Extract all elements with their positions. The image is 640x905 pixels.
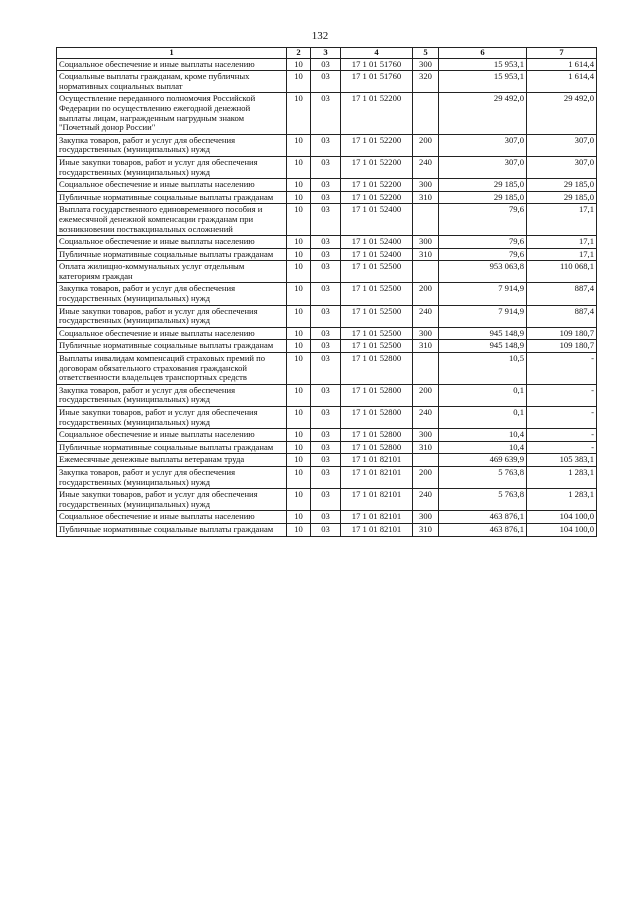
subsection-code: 03 — [311, 191, 341, 204]
row-name: Закупка товаров, работ и услуг для обеспечения государственных (муниципальных) нужд — [57, 134, 287, 156]
expense-type-code: 300 — [413, 327, 439, 340]
amount-federal: 1 614,4 — [527, 71, 597, 93]
amount-total: 463 876,1 — [439, 523, 527, 536]
subsection-code: 03 — [311, 489, 341, 511]
amount-federal: 29 185,0 — [527, 191, 597, 204]
row-name: Социальное обеспечение и иные выплаты населению — [57, 58, 287, 71]
amount-federal: - — [527, 407, 597, 429]
amount-federal: 109 180,7 — [527, 327, 597, 340]
target-article-code: 17 1 01 51760 — [341, 71, 413, 93]
amount-federal: 105 383,1 — [527, 454, 597, 467]
amount-federal: 17,1 — [527, 236, 597, 249]
target-article-code: 17 1 01 52800 — [341, 353, 413, 385]
expense-type-code: 300 — [413, 58, 439, 71]
amount-total: 7 914,9 — [439, 283, 527, 305]
column-number-row — [57, 48, 597, 59]
table-row — [57, 489, 597, 511]
amount-federal: 1 283,1 — [527, 466, 597, 488]
target-article-code: 17 1 01 51760 — [341, 58, 413, 71]
subsection-code: 03 — [311, 179, 341, 192]
amount-total: 463 876,1 — [439, 511, 527, 524]
target-article-code: 17 1 01 52200 — [341, 93, 413, 134]
section-code: 10 — [287, 466, 311, 488]
subsection-code: 03 — [311, 236, 341, 249]
table-row — [57, 261, 597, 283]
section-code: 10 — [287, 283, 311, 305]
row-name: Социальные выплаты гражданам, кроме публичных нормативных социальных выплат — [57, 71, 287, 93]
amount-federal: 887,4 — [527, 283, 597, 305]
column-header-3: 3 — [311, 48, 341, 59]
table-row — [57, 407, 597, 429]
section-code: 10 — [287, 71, 311, 93]
expense-type-code: 200 — [413, 283, 439, 305]
amount-federal: 1 614,4 — [527, 58, 597, 71]
row-name: Публичные нормативные социальные выплаты гражданам — [57, 340, 287, 353]
target-article-code: 17 1 01 52500 — [341, 261, 413, 283]
row-name: Ежемесячные денежные выплаты ветеранам труда — [57, 454, 287, 467]
amount-total: 10,5 — [439, 353, 527, 385]
subsection-code: 03 — [311, 466, 341, 488]
amount-federal: 29 492,0 — [527, 93, 597, 134]
subsection-code: 03 — [311, 58, 341, 71]
target-article-code: 17 1 01 52200 — [341, 156, 413, 178]
amount-federal: 17,1 — [527, 248, 597, 261]
target-article-code: 17 1 01 52400 — [341, 236, 413, 249]
row-name: Публичные нормативные социальные выплаты гражданам — [57, 191, 287, 204]
section-code: 10 — [287, 407, 311, 429]
expense-type-code — [413, 261, 439, 283]
amount-federal: 1 283,1 — [527, 489, 597, 511]
amount-total: 469 639,9 — [439, 454, 527, 467]
expense-type-code: 310 — [413, 340, 439, 353]
expense-type-code: 240 — [413, 156, 439, 178]
amount-total: 307,0 — [439, 156, 527, 178]
column-header-4: 4 — [341, 48, 413, 59]
section-code: 10 — [287, 384, 311, 406]
section-code: 10 — [287, 441, 311, 454]
table-row — [57, 93, 597, 134]
target-article-code: 17 1 01 52800 — [341, 384, 413, 406]
subsection-code: 03 — [311, 407, 341, 429]
amount-federal: - — [527, 441, 597, 454]
expense-type-code: 300 — [413, 511, 439, 524]
target-article-code: 17 1 01 82101 — [341, 466, 413, 488]
section-code: 10 — [287, 134, 311, 156]
section-code: 10 — [287, 179, 311, 192]
expense-type-code — [413, 93, 439, 134]
table-row — [57, 441, 597, 454]
amount-total: 953 063,8 — [439, 261, 527, 283]
table-row — [57, 71, 597, 93]
section-code: 10 — [287, 248, 311, 261]
expense-type-code: 240 — [413, 407, 439, 429]
section-code: 10 — [287, 156, 311, 178]
table-row — [57, 179, 597, 192]
row-name: Социальное обеспечение и иные выплаты населению — [57, 327, 287, 340]
amount-total: 0,1 — [439, 407, 527, 429]
table-row — [57, 191, 597, 204]
table-row — [57, 156, 597, 178]
row-name: Оплата жилищно-коммунальных услуг отдельным категориям граждан — [57, 261, 287, 283]
row-name: Выплата государственного единовременного пособия и ежемесячной денежной компенсации гражданам при возникновении поствакцинальных осложнений — [57, 204, 287, 236]
row-name: Закупка товаров, работ и услуг для обеспечения государственных (муниципальных) нужд — [57, 384, 287, 406]
target-article-code: 17 1 01 52800 — [341, 407, 413, 429]
table-row — [57, 340, 597, 353]
row-name: Иные закупки товаров, работ и услуг для обеспечения государственных (муниципальных) нужд — [57, 156, 287, 178]
target-article-code: 17 1 01 52400 — [341, 204, 413, 236]
amount-total: 10,4 — [439, 441, 527, 454]
amount-federal: 104 100,0 — [527, 511, 597, 524]
table-row — [57, 248, 597, 261]
table-row — [57, 204, 597, 236]
row-name: Иные закупки товаров, работ и услуг для обеспечения государственных (муниципальных) нужд — [57, 305, 287, 327]
subsection-code: 03 — [311, 384, 341, 406]
subsection-code: 03 — [311, 93, 341, 134]
amount-total: 10,4 — [439, 429, 527, 442]
expense-type-code: 300 — [413, 179, 439, 192]
amount-federal: - — [527, 353, 597, 385]
table-row — [57, 327, 597, 340]
row-name: Закупка товаров, работ и услуг для обеспечения государственных (муниципальных) нужд — [57, 466, 287, 488]
table-body — [57, 58, 597, 536]
section-code: 10 — [287, 327, 311, 340]
amount-total: 945 148,9 — [439, 340, 527, 353]
table-row — [57, 466, 597, 488]
table-row — [57, 429, 597, 442]
subsection-code: 03 — [311, 156, 341, 178]
target-article-code: 17 1 01 82101 — [341, 523, 413, 536]
expense-type-code: 240 — [413, 489, 439, 511]
expense-type-code: 320 — [413, 71, 439, 93]
column-header-1: 1 — [57, 48, 287, 59]
target-article-code: 17 1 01 52200 — [341, 179, 413, 192]
amount-total: 5 763,8 — [439, 466, 527, 488]
section-code: 10 — [287, 58, 311, 71]
subsection-code: 03 — [311, 134, 341, 156]
subsection-code: 03 — [311, 204, 341, 236]
expense-type-code — [413, 353, 439, 385]
expense-type-code — [413, 454, 439, 467]
amount-federal: - — [527, 384, 597, 406]
section-code: 10 — [287, 93, 311, 134]
section-code: 10 — [287, 236, 311, 249]
section-code: 10 — [287, 353, 311, 385]
section-code: 10 — [287, 261, 311, 283]
amount-total: 29 185,0 — [439, 179, 527, 192]
amount-total: 307,0 — [439, 134, 527, 156]
row-name: Публичные нормативные социальные выплаты гражданам — [57, 523, 287, 536]
table-row — [57, 384, 597, 406]
subsection-code: 03 — [311, 511, 341, 524]
table-row — [57, 236, 597, 249]
column-header-6: 6 — [439, 48, 527, 59]
table-row — [57, 511, 597, 524]
row-name: Закупка товаров, работ и услуг для обеспечения государственных (муниципальных) нужд — [57, 283, 287, 305]
target-article-code: 17 1 01 52400 — [341, 248, 413, 261]
section-code: 10 — [287, 454, 311, 467]
subsection-code: 03 — [311, 340, 341, 353]
subsection-code: 03 — [311, 71, 341, 93]
target-article-code: 17 1 01 52200 — [341, 191, 413, 204]
amount-total: 5 763,8 — [439, 489, 527, 511]
expense-type-code: 240 — [413, 305, 439, 327]
amount-total: 945 148,9 — [439, 327, 527, 340]
subsection-code: 03 — [311, 283, 341, 305]
row-name: Социальное обеспечение и иные выплаты населению — [57, 511, 287, 524]
subsection-code: 03 — [311, 454, 341, 467]
section-code: 10 — [287, 340, 311, 353]
row-name: Выплаты инвалидам компенсаций страховых премий по договорам обязательного страхования гражданской ответственности владельцев транспортных средств — [57, 353, 287, 385]
column-header-5: 5 — [413, 48, 439, 59]
table-row — [57, 283, 597, 305]
row-name: Осуществление переданного полномочия Российской Федерации по осуществлению ежегодной денежной выплаты лицам, награжденным нагрудным знаком "Почетный донор России" — [57, 93, 287, 134]
subsection-code: 03 — [311, 327, 341, 340]
amount-federal: 104 100,0 — [527, 523, 597, 536]
target-article-code: 17 1 01 52500 — [341, 305, 413, 327]
row-name: Социальное обеспечение и иные выплаты населению — [57, 236, 287, 249]
expense-type-code — [413, 204, 439, 236]
row-name: Публичные нормативные социальные выплаты гражданам — [57, 441, 287, 454]
row-name: Иные закупки товаров, работ и услуг для обеспечения государственных (муниципальных) нужд — [57, 489, 287, 511]
amount-federal: 29 185,0 — [527, 179, 597, 192]
target-article-code: 17 1 01 52800 — [341, 441, 413, 454]
table-row — [57, 58, 597, 71]
amount-total: 15 953,1 — [439, 71, 527, 93]
page-number: 132 — [311, 30, 329, 42]
expense-type-code: 310 — [413, 441, 439, 454]
subsection-code: 03 — [311, 441, 341, 454]
target-article-code: 17 1 01 52200 — [341, 134, 413, 156]
amount-federal: 110 068,1 — [527, 261, 597, 283]
amount-total: 79,6 — [439, 236, 527, 249]
target-article-code: 17 1 01 82101 — [341, 511, 413, 524]
budget-table — [56, 47, 597, 537]
subsection-code: 03 — [311, 429, 341, 442]
target-article-code: 17 1 01 52800 — [341, 429, 413, 442]
target-article-code: 17 1 01 52500 — [341, 327, 413, 340]
row-name: Социальное обеспечение и иные выплаты населению — [57, 179, 287, 192]
amount-federal: 17,1 — [527, 204, 597, 236]
expense-type-code: 310 — [413, 191, 439, 204]
expense-type-code: 200 — [413, 466, 439, 488]
column-header-7: 7 — [527, 48, 597, 59]
target-article-code: 17 1 01 52500 — [341, 283, 413, 305]
section-code: 10 — [287, 204, 311, 236]
section-code: 10 — [287, 429, 311, 442]
amount-federal: 307,0 — [527, 134, 597, 156]
amount-total: 7 914,9 — [439, 305, 527, 327]
expense-type-code: 310 — [413, 248, 439, 261]
subsection-code: 03 — [311, 305, 341, 327]
expense-type-code: 300 — [413, 429, 439, 442]
amount-federal: - — [527, 429, 597, 442]
table-row — [57, 134, 597, 156]
table-row — [57, 454, 597, 467]
column-header-2: 2 — [287, 48, 311, 59]
subsection-code: 03 — [311, 248, 341, 261]
amount-total: 29 492,0 — [439, 93, 527, 134]
row-name: Иные закупки товаров, работ и услуг для обеспечения государственных (муниципальных) нужд — [57, 407, 287, 429]
subsection-code: 03 — [311, 523, 341, 536]
table-row — [57, 305, 597, 327]
section-code: 10 — [287, 489, 311, 511]
expense-type-code: 310 — [413, 523, 439, 536]
amount-total: 79,6 — [439, 248, 527, 261]
row-name: Социальное обеспечение и иные выплаты населению — [57, 429, 287, 442]
row-name: Публичные нормативные социальные выплаты гражданам — [57, 248, 287, 261]
section-code: 10 — [287, 511, 311, 524]
target-article-code: 17 1 01 82101 — [341, 489, 413, 511]
table-row — [57, 523, 597, 536]
amount-total: 15 953,1 — [439, 58, 527, 71]
amount-federal: 887,4 — [527, 305, 597, 327]
section-code: 10 — [287, 305, 311, 327]
table-row — [57, 353, 597, 385]
section-code: 10 — [287, 523, 311, 536]
amount-federal: 307,0 — [527, 156, 597, 178]
expense-type-code: 200 — [413, 134, 439, 156]
amount-total: 0,1 — [439, 384, 527, 406]
target-article-code: 17 1 01 52500 — [341, 340, 413, 353]
subsection-code: 03 — [311, 261, 341, 283]
expense-type-code: 200 — [413, 384, 439, 406]
amount-total: 79,6 — [439, 204, 527, 236]
subsection-code: 03 — [311, 353, 341, 385]
target-article-code: 17 1 01 82101 — [341, 454, 413, 467]
section-code: 10 — [287, 191, 311, 204]
amount-total: 29 185,0 — [439, 191, 527, 204]
amount-federal: 109 180,7 — [527, 340, 597, 353]
expense-type-code: 300 — [413, 236, 439, 249]
